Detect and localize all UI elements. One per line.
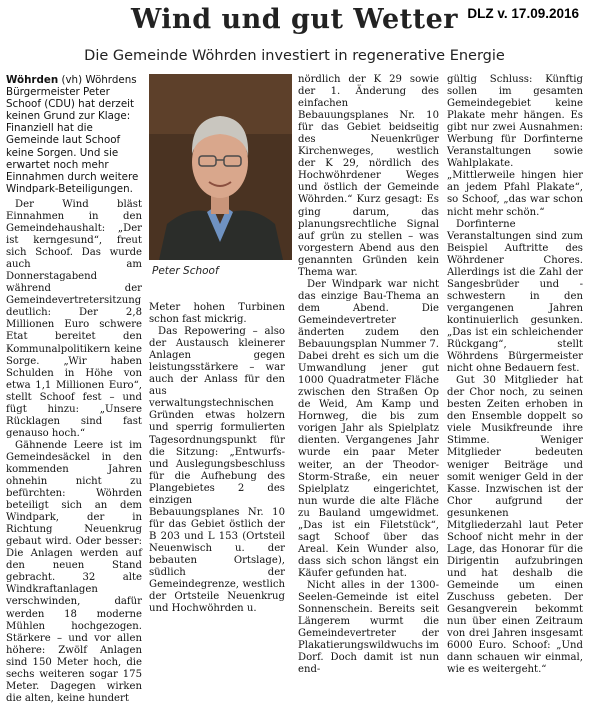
column-4 [447, 74, 583, 676]
body-paragraph: Gut 30 Mitglieder hat der Chor noch, zu seinen besten Zeiten erhoben in den Ensemble doppelt so viele Musikfreunde ihre Stimme. Weniger Mitglieder bedeuten weniger Beiträge und somit weniger Geld in der Kasse. Inzwischen ist der Chor aufgrund der gesunkenen Mitgliederzahl laut Peter Schoof nicht mehr in der Lage, das Honorar für die Dirigentin aufzubringen und hat deshalb die Gemeinde um einen Zuschuss gebeten. Der Gesangverein bekommt nun über einen Zeitraum von drei Jahren insgesamt 6000 Euro. Schoof: „Und dann schauen wir einmal, wie es weitergeht.“ [447, 375, 583, 676]
lead-paragraph [6, 74, 142, 195]
body-paragraph: Gähnende Leere ist im Gemeindesäckel in den kommenden Jahren ohnehin nicht zu befürchten: Wöhrden beteiligt sich an dem Windpark, der in Richtung Neuenkrug gebaut wird. Oder besser: Die Anlagen werden auf den neuen Stand gebracht. 32 alte Windkraftanlagen verschwinden, dafür werden 18 moderne Mühlen hochgezogen. Stärkere – und vor allen höhere: Zwölf Anlagen sind 150 Meter hoch, die sechs weiteren sogar 175 Meter. Dagegen wirken die alten, keine hundert [6, 439, 142, 704]
body-paragraph: gültig Schluss: Künftig sollen im gesamten Gemeindegebiet keine Plakate mehr hängen. Es gibt nur zwei Ausnahmen: Werbung für Dorfinterne Veranstaltungen sowie Wahlplakate. „Mittlerweile hingen hier an jedem Pfahl Plakate“, so Schoof, „das war schon nicht mehr schön.“ [447, 74, 583, 218]
body-paragraph: Das Repowering – also der Austausch kleinerer Anlagen gegen leistungsstärkere – war auch der Anlass für den aus verwaltungstechnischen Gründen etwas holzern und sperrig formulierten Tagesordnungspunkt für die Sitzung: „Entwurfs- und Auslegungsbeschluss für die Aufhebung des Plangebietes 2 des einzigen Bebauungsplanes Nr. 10 für das Gebiet östlich der B 203 und L 153 (Ortsteil Neuenwisch u. der bebauten Ortslage), südlich der Gemeindegrenze, westlich der Ortsteile Neuenkrug und Hochwöhrden u. [149, 326, 285, 615]
headline: Wind und gut Wetter [130, 4, 459, 35]
lead-text: (vh) Wöhrdens Bürgermeister Peter Schoof (CDU) hat derzeit keinen Grund zur Klage: Finanziell hat die Gemeinde laut Schoof keine Sorgen. Und sie erwartet noch mehr Einnahmen durch weitere Windpark-Beteiligungen. [6, 74, 139, 195]
body-paragraph: nördlich der K 29 sowie der 1. Änderung des einfachen Bebauungsplanes Nr. 10 für das Gebiet beidseitig des Neuenkrüger Kirchenweges, westlich der K 29, nördlich des Hochwöhrdener Weges und östlich der Gemeinde Wöhrden.“ Kurz gesagt: Es ging darum, das planungsrechtliche Signal auf grün zu stellen – was vorgestern Abend aus den genannten Gründen kein Thema war. [298, 74, 439, 278]
body-paragraph: Der Wind bläst Einnahmen in den Gemeindehaushalt: „Der ist kerngesund“, freut sich Schoof. Das wurde auch am Donnerstagabend während der Gemeindevertretersitzung deutlich: Der 2,8 Millionen Euro schwere Etat bereitet den Kommunalpolitikern keine Sorge. „Wir haben Schulden in Höhe von etwa 1,1 Millionen Euro“, stellt Schoof fest – und fügt hinzu: „Unsere Rücklagen sind fast genauso hoch.“ [6, 198, 142, 439]
body-paragraph: Der Windpark war nicht das einzige Bau-Thema an dem Abend. Die Gemeindevertreter änderten zudem den Bebauungsplan Nummer 7. Dabei dreht es sich um die Umwandlung jener gut 1000 Quadratmeter Fläche zwischen den Straßen Op de Weid, Am Kamp und Hornweg, die bis zum vorigen Jahr als Spielplatz dienten. Vergangenes Jahr wurde ein paar Meter weiter, an der Theodor-Storm-Straße, ein neuer Spielplatz eingerichtet, nun wurde die alte Fläche zu Bauland umgewidmet. „Das ist ein Filetstück“, sagt Schoof über das Areal. Kein Wunder also, dass sich schon längst ein Käufer gefunden hat. [298, 278, 439, 579]
source-date: DLZ v. 17.09.2016 [467, 6, 579, 21]
photo-caption: Peter Schoof [152, 265, 219, 277]
body-paragraph: Dorfinterne Veranstaltungen sind zum Beispiel Auftritte des Wöhrdener Chores. Allerdings ist die Zahl der Sangesbrüder und -schwestern in den vergangenen Jahren kontinuierlich gesunken. „Das ist ein schleichender Rückgang“, stellt Wöhrdens Bürgermeister nicht ohne Bedauern fest. [447, 218, 583, 375]
lead-place: Wöhrden [6, 74, 59, 86]
body-paragraph: Meter hohen Turbinen schon fast mickrig. [149, 302, 285, 326]
portrait-photo [149, 74, 292, 260]
column-2 [149, 302, 285, 615]
column-3 [298, 74, 439, 676]
column-1 [6, 74, 142, 705]
subheadline: Die Gemeinde Wöhrden investiert in regenerative Energie [84, 48, 505, 64]
body-paragraph: Nicht alles in der 1300-Seelen-Gemeinde ist eitel Sonnenschein. Bereits seit Längerem wurmt die Gemeindevertreter der Plakatierungswildwuchs im Dorf. Doch damit ist nun end- [298, 579, 439, 676]
